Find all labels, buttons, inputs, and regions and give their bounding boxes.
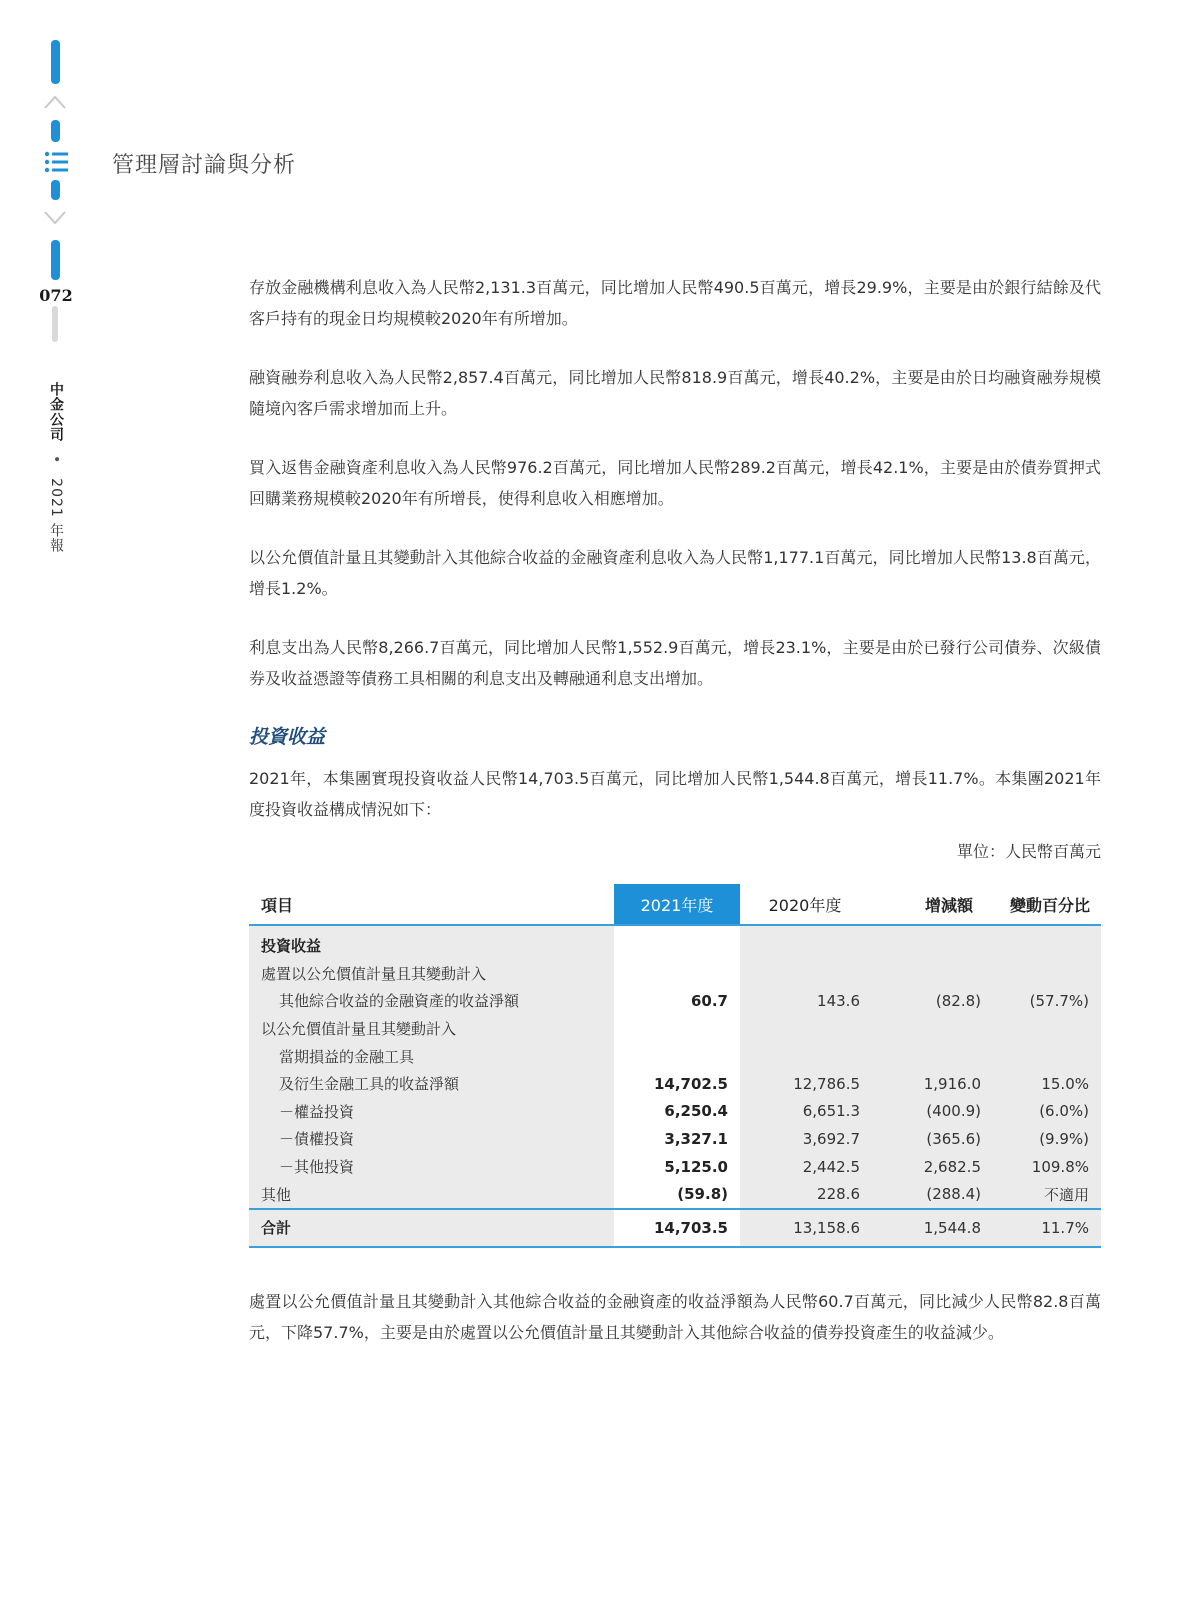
section-title: 管理層討論與分析: [112, 153, 297, 178]
row-item: －權益投資: [249, 1098, 614, 1126]
header-2020: 2020年度: [740, 884, 870, 925]
row-2020: [740, 1015, 870, 1043]
row-2020: 6,651.3: [740, 1098, 870, 1126]
table-row: [249, 1180, 1101, 1209]
table-row: [249, 987, 1101, 1015]
row-item: 以公允價值計量且其變動計入: [249, 1015, 614, 1043]
row-percent: 15.0%: [999, 1070, 1101, 1098]
unit-label: 單位：人民幣百萬元: [956, 842, 1101, 861]
row-percent: (6.0%): [999, 1098, 1101, 1126]
row-2021: 60.7: [614, 987, 740, 1015]
page-navigation-rail: [0, 0, 110, 1615]
paragraph: 買入返售金融資產利息收入為人民幣976.2百萬元，同比增加人民幣289.2百萬元，增長42.1%，主要是由於債券質押式回購業務規模較2020年有所增長，使得利息收入相應增加。: [249, 458, 1101, 508]
row-2021: 14,702.5: [614, 1070, 740, 1098]
row-2021: (59.8): [614, 1180, 740, 1209]
main-content: [249, 272, 1101, 1376]
table-header-row: [249, 884, 1101, 925]
row-percent: [999, 925, 1101, 960]
row-change: 2,682.5: [870, 1153, 999, 1181]
chevron-down-icon[interactable]: [41, 206, 69, 230]
row-item: －其他投資: [249, 1153, 614, 1181]
row-change: 1,916.0: [870, 1070, 999, 1098]
row-2020: [740, 960, 870, 988]
row-2020: 12,786.5: [740, 1070, 870, 1098]
row-2021: [614, 1042, 740, 1070]
row-percent: (57.7%): [999, 987, 1101, 1015]
row-percent: [999, 1015, 1101, 1043]
table-row: [249, 960, 1101, 988]
report-vertical-label: [46, 382, 66, 553]
report-name: 2021 年報: [48, 478, 64, 554]
total-2020: 13,158.6: [740, 1209, 870, 1247]
row-percent: [999, 1042, 1101, 1070]
paragraph: 以公允價值計量且其變動計入其他綜合收益的金融資產利息收入為人民幣1,177.1百萬元，同比增加人民幣13.8百萬元，增長1.2%。: [249, 548, 1101, 598]
row-change: (400.9): [870, 1098, 999, 1126]
row-2021: 5,125.0: [614, 1153, 740, 1181]
table-row: [249, 1042, 1101, 1070]
row-item: －債權投資: [249, 1125, 614, 1153]
row-percent: 109.8%: [999, 1153, 1101, 1181]
total-change: 1,544.8: [870, 1209, 999, 1247]
header-2021: 2021年度: [614, 884, 740, 925]
total-percent: 11.7%: [999, 1209, 1101, 1247]
row-item: 處置以公允價值計量且其變動計入: [249, 960, 614, 988]
row-2020: 143.6: [740, 987, 870, 1015]
row-2021: 6,250.4: [614, 1098, 740, 1126]
table-row: [249, 1070, 1101, 1098]
rail-bar-lower: [51, 180, 60, 200]
rail-bar-page: [51, 240, 60, 280]
chevron-up-icon[interactable]: [41, 90, 69, 114]
header-percent: 變動百分比: [999, 884, 1101, 925]
table-row: [249, 1015, 1101, 1043]
row-change: [870, 925, 999, 960]
paragraph: 利息支出為人民幣8,266.7百萬元，同比增加人民幣1,552.9百萬元，增長23.1%，主要是由於已發行公司債券、次級債券及收益憑證等債務工具相關的利息支出及轉融通利息支出增加。: [249, 638, 1101, 688]
page-number: 072: [39, 286, 73, 305]
table-row: [249, 925, 1101, 960]
row-2020: [740, 925, 870, 960]
row-change: (365.6): [870, 1125, 999, 1153]
brand-name: 中金公司: [48, 382, 64, 442]
paragraph: 處置以公允價值計量且其變動計入其他綜合收益的金融資產的收益淨額為人民幣60.7百萬元，同比減少人民幣82.8百萬元，下降57.7%，主要是由於處置以公允價值計量且其變動計入其他綜合收益的債券投資產生的收益減少。: [249, 1291, 1101, 1342]
row-percent: 不適用: [999, 1180, 1101, 1209]
row-change: [870, 1042, 999, 1070]
row-item: 及衍生金融工具的收益淨額: [249, 1070, 614, 1098]
row-item: 投資收益: [249, 925, 614, 960]
rail-bar-divider: [52, 306, 58, 342]
investment-heading: 投資收益: [249, 726, 326, 748]
row-2020: 2,442.5: [740, 1153, 870, 1181]
row-2021: [614, 960, 740, 988]
header-change: 增減額: [870, 884, 999, 925]
row-item: 其他: [249, 1180, 614, 1209]
table-row: [249, 1098, 1101, 1126]
row-2020: [740, 1042, 870, 1070]
row-2021: [614, 1015, 740, 1043]
row-item: 當期損益的金融工具: [249, 1042, 614, 1070]
row-percent: [999, 960, 1101, 988]
menu-list-icon[interactable]: [42, 150, 70, 174]
rail-bar-upper: [51, 120, 60, 142]
total-item: 合計: [249, 1209, 614, 1247]
rail-bar-top: [51, 40, 60, 84]
paragraph: 存放金融機構利息收入為人民幣2,131.3百萬元，同比增加人民幣490.5百萬元，增長29.9%，主要是由於銀行結餘及代客戶持有的現金日均規模較2020年有所增加。: [249, 278, 1101, 328]
row-change: [870, 960, 999, 988]
row-change: [870, 1015, 999, 1043]
row-2021: 3,327.1: [614, 1125, 740, 1153]
row-2021: [614, 925, 740, 960]
table-row: [249, 1125, 1101, 1153]
row-change: (288.4): [870, 1180, 999, 1209]
row-2020: 3,692.7: [740, 1125, 870, 1153]
investment-intro: 2021年，本集團實現投資收益人民幣14,703.5百萬元，同比增加人民幣1,544.8百萬元，增長11.7%。本集團2021年度投資收益構成情況如下：: [249, 769, 1101, 819]
row-2020: 228.6: [740, 1180, 870, 1209]
header-item: 項目: [249, 884, 614, 925]
paragraph: 融資融券利息收入為人民幣2,857.4百萬元，同比增加人民幣818.9百萬元，增長40.2%，主要是由於日均融資融券規模隨境內客戶需求增加而上升。: [249, 368, 1101, 418]
table-row: [249, 1153, 1101, 1181]
row-item: 其他綜合收益的金融資產的收益淨額: [249, 987, 614, 1015]
separator-dot: •: [48, 455, 64, 465]
table-total-row: [249, 1209, 1101, 1247]
total-2021: 14,703.5: [614, 1209, 740, 1247]
investment-income-table: [249, 884, 1101, 1248]
row-percent: (9.9%): [999, 1125, 1101, 1153]
row-change: (82.8): [870, 987, 999, 1015]
